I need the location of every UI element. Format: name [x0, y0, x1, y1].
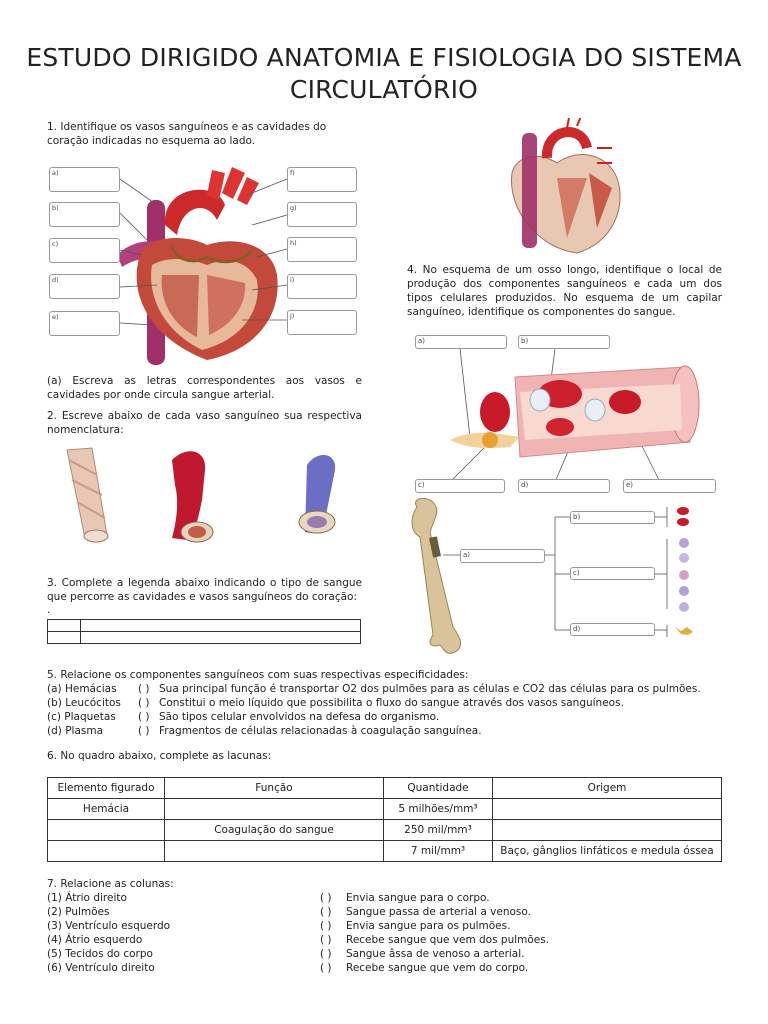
- q5-row-item: (c) Plaquetas: [47, 711, 116, 723]
- question-7-text: 7. Relacione as colunas:: [47, 878, 174, 890]
- capillary-label-e[interactable]: e): [623, 479, 716, 493]
- bone-diagram: [405, 497, 725, 657]
- label-box-a[interactable]: a): [49, 167, 120, 192]
- q5-row-paren[interactable]: ( ): [138, 697, 150, 709]
- capillary-label-c[interactable]: c): [415, 479, 505, 493]
- q5-row-paren[interactable]: ( ): [138, 725, 150, 737]
- q5-row-desc: Fragmentos de células relacionadas à coagulação sanguínea.: [159, 725, 482, 737]
- q7-right-item: Envia sangue para os pulmões.: [346, 920, 511, 932]
- page-title: ESTUDO DIRIGIDO ANATOMIA E FISIOLOGIA DO SISTEMA CIRCULATÓRIO: [26, 43, 742, 104]
- q7-paren[interactable]: ( ): [320, 962, 332, 974]
- q7-right-item: Recebe sangue que vem do corpo.: [346, 962, 529, 974]
- label-box-g[interactable]: g): [287, 202, 357, 227]
- q7-right-column: [346, 891, 726, 975]
- q5-row-desc: São tipos celular envolvidos na defesa do organismo.: [159, 711, 440, 723]
- label-box-c[interactable]: c): [49, 238, 120, 263]
- q7-left-item: (4) Átrio esquerdo: [47, 934, 143, 946]
- table-cell[interactable]: [493, 820, 722, 841]
- q7-left-item: (2) Pulmões: [47, 906, 110, 918]
- legend-cell[interactable]: [81, 632, 361, 644]
- q7-right-item: Sangue âssa de venoso a arterial.: [346, 948, 525, 960]
- table-cell: Baço, gânglios linfáticos e medula óssea: [493, 841, 722, 862]
- label-box-e[interactable]: e): [49, 311, 120, 336]
- table-cell: Hemácia: [48, 799, 165, 820]
- heart-section-illustration: [497, 118, 637, 258]
- table-cell[interactable]: [48, 820, 165, 841]
- table-cell: Coagulação do sangue: [165, 820, 384, 841]
- question-1-text: 1. Identifique os vasos sanguíneos e as cavidades do coração indicadas no esquema ao lado.: [47, 121, 327, 147]
- q7-left-column: [47, 891, 297, 975]
- q7-paren[interactable]: ( ): [320, 906, 332, 918]
- label-box-h[interactable]: h): [287, 237, 357, 262]
- table-cell[interactable]: [48, 841, 165, 862]
- table-cell[interactable]: [165, 799, 384, 820]
- vein-drawing: [67, 448, 108, 542]
- q5-row-item: (b) Leucócitos: [47, 697, 121, 709]
- heart-diagram: [47, 165, 362, 370]
- q7-left-item: (6) Ventrículo direito: [47, 962, 155, 974]
- table-header: Elemento figurado: [48, 778, 165, 799]
- q7-paren[interactable]: ( ): [320, 892, 332, 904]
- table-header: Função: [165, 778, 384, 799]
- legend-cell[interactable]: [48, 632, 81, 644]
- legend-table: [47, 619, 361, 644]
- label-box-f[interactable]: f): [287, 167, 357, 192]
- q5-row-item: (a) Hemácias: [47, 683, 117, 695]
- table-cell: 250 mil/mm³: [384, 820, 493, 841]
- capillary-label-a[interactable]: a): [415, 335, 507, 349]
- label-box-i[interactable]: i): [287, 274, 357, 299]
- question-3-dot: .: [47, 604, 51, 616]
- q7-left-item: (3) Ventrículo esquerdo: [47, 920, 171, 932]
- capillary-label-b[interactable]: b): [518, 335, 610, 349]
- q7-right-item: Recebe sangue que vem dos pulmões.: [346, 934, 550, 946]
- table-header: Origem: [493, 778, 722, 799]
- label-box-b[interactable]: b): [49, 202, 120, 227]
- bone-label-a[interactable]: a): [460, 549, 545, 563]
- q7-right-item: Envia sangue para o corpo.: [346, 892, 490, 904]
- question-2-text: 2. Escreve abaixo de cada vaso sanguíneo sua respectiva nomenclatura:: [47, 410, 362, 436]
- q7-right-item: Sangue passa de arterial a venoso.: [346, 906, 531, 918]
- q5-row-desc: Sua principal função é transportar O2 dos pulmões para as células e CO2 das células para os pulmões.: [159, 683, 701, 695]
- label-box-j[interactable]: j): [287, 310, 357, 335]
- q7-paren[interactable]: ( ): [320, 948, 332, 960]
- capillary-label-d[interactable]: d): [518, 479, 610, 493]
- q7-paren[interactable]: ( ): [320, 920, 332, 932]
- artery-drawing: [172, 451, 213, 542]
- q7-paren[interactable]: ( ): [320, 934, 332, 946]
- heart-illustration: [47, 165, 362, 370]
- legend-cell[interactable]: [48, 620, 81, 632]
- q5-row-paren[interactable]: ( ): [138, 711, 150, 723]
- question-5-text: 5. Relacione os componentes sanguíneos com suas respectivas especificidades:: [47, 669, 469, 681]
- q5-row-paren[interactable]: ( ): [138, 683, 150, 695]
- q7-left-item: (1) Átrio direito: [47, 892, 127, 904]
- question-3-text: 3. Complete a legenda abaixo indicando o tipo de sangue que percorre as cavidades e vasos sanguíneos do coração:: [47, 577, 362, 603]
- q6-table: [47, 777, 722, 862]
- bone-label-b[interactable]: b): [570, 511, 655, 524]
- bone-label-d[interactable]: d): [570, 623, 655, 636]
- capillary-diagram: [410, 332, 720, 497]
- table-cell[interactable]: [165, 841, 384, 862]
- legend-cell[interactable]: [81, 620, 361, 632]
- bone-label-c[interactable]: c): [570, 567, 655, 580]
- table-cell[interactable]: [493, 799, 722, 820]
- question-4-text: 4. No esquema de um osso longo, identifique o local de produção dos componentes sanguíneos e cada um dos tipos celulares produzidos. No esquema de um capilar sanguíneo, identifique os componentes do sangue.: [407, 264, 722, 318]
- q7-paren-column: [320, 891, 344, 975]
- q5-row-desc: Constitui o meio líquido que possibilita o fluxo do sangue através dos vasos sanguíneos.: [159, 697, 624, 709]
- q5-row-item: (d) Plasma: [47, 725, 104, 737]
- q7-left-item: (5) Tecidos do corpo: [47, 948, 153, 960]
- question-6-text: 6. No quadro abaixo, complete as lacunas:: [47, 750, 272, 762]
- question-1a-text: (a) Escreva as letras correspondentes aos vasos e cavidades por onde circula sangue arterial.: [47, 375, 362, 401]
- table-cell: 7 mil/mm³: [384, 841, 493, 862]
- table-cell: 5 milhões/mm³: [384, 799, 493, 820]
- label-box-d[interactable]: d): [49, 274, 120, 299]
- capillary-drawing: [299, 455, 335, 533]
- table-header: Quantidade: [384, 778, 493, 799]
- vessels-illustration: [47, 440, 362, 550]
